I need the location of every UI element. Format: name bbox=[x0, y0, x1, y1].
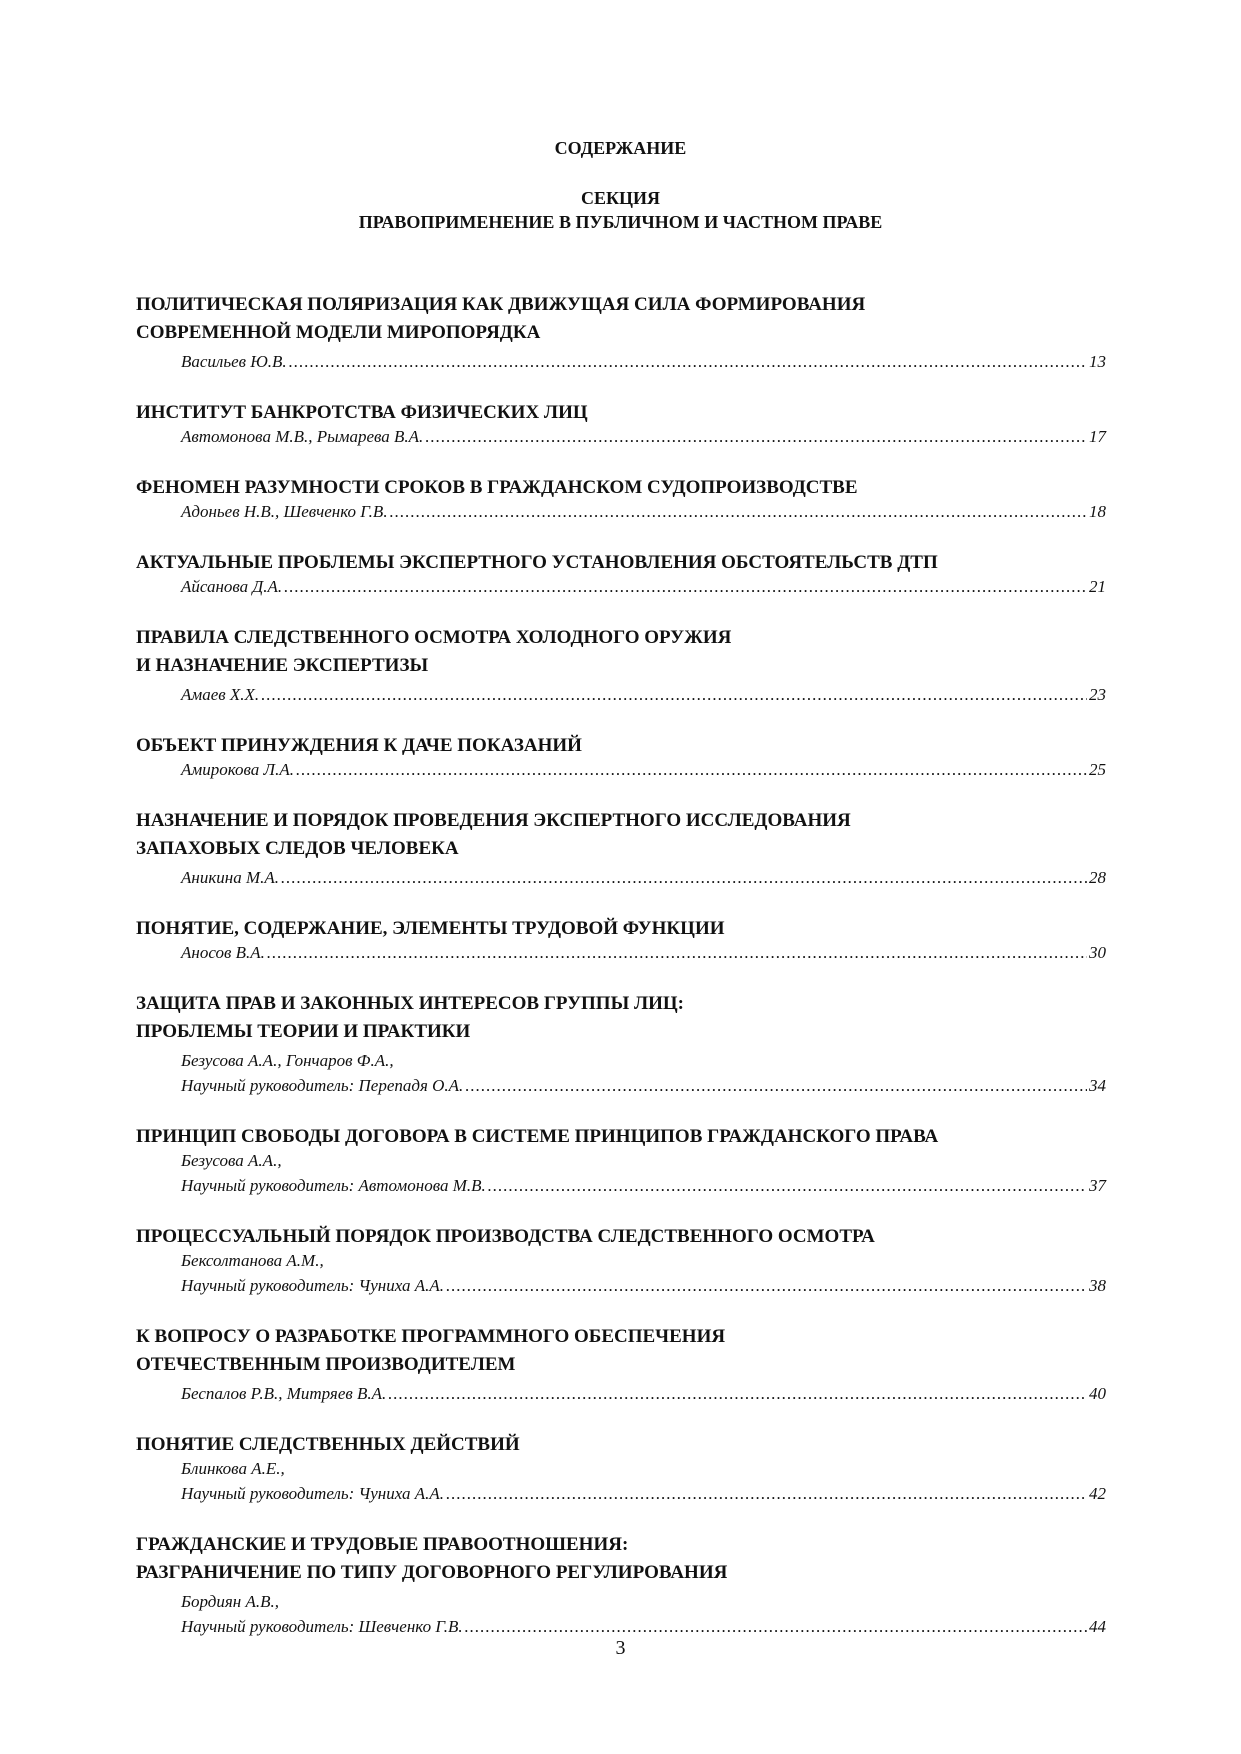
entry-page-number[interactable]: 18 bbox=[1089, 502, 1106, 521]
entry-author-text: Адоньев Н.В., Шевченко Г.В. bbox=[181, 502, 388, 521]
dot-leader bbox=[281, 865, 1087, 890]
toc-entry[interactable] bbox=[136, 1126, 1106, 1198]
dot-leader bbox=[284, 574, 1087, 599]
entry-page-number[interactable]: 21 bbox=[1089, 577, 1106, 596]
section-name: ПРАВОПРИМЕНЕНИЕ В ПУБЛИЧНОМ И ЧАСТНОМ ПРАВЕ bbox=[358, 212, 883, 232]
entry-author-text: Автомонова М.В., Рымарева В.А. bbox=[181, 427, 424, 446]
entry-title: ОБЪЕКТ ПРИНУЖДЕНИЯ К ДАЧЕ ПОКАЗАНИЙ bbox=[136, 735, 582, 756]
entry-author-text: Амаев Х.Х. bbox=[181, 685, 260, 704]
entry-author bbox=[136, 1048, 1106, 1073]
entry-author-text: Научный руководитель: Шевченко Г.В. bbox=[181, 1617, 463, 1636]
toc-entry[interactable] bbox=[136, 918, 1106, 965]
toc-entry[interactable] bbox=[136, 477, 1106, 524]
entry-title: АКТУАЛЬНЫЕ ПРОБЛЕМЫ ЭКСПЕРТНОГО УСТАНОВЛЕНИЯ ОБСТОЯТЕЛЬСТВ ДТП bbox=[136, 552, 938, 573]
entry-author-line bbox=[136, 1481, 1106, 1506]
entry-author-text: Научный руководитель: Чуниха А.А. bbox=[181, 1484, 445, 1503]
entry-page-number[interactable]: 17 bbox=[1089, 427, 1106, 446]
entry-author-line bbox=[136, 757, 1106, 782]
entry-page-number[interactable]: 44 bbox=[1089, 1617, 1106, 1636]
entry-title: ПРОЦЕССУАЛЬНЫЙ ПОРЯДОК ПРОИЗВОДСТВА СЛЕДСТВЕННОГО ОСМОТРА bbox=[136, 1226, 875, 1247]
entry-page-number[interactable]: 30 bbox=[1089, 943, 1106, 962]
entry-page-number[interactable]: 23 bbox=[1089, 685, 1106, 704]
toc-entry[interactable] bbox=[136, 402, 1106, 449]
entry-page-number[interactable]: 37 bbox=[1089, 1176, 1106, 1195]
entry-title: ЗАЩИТА ПРАВ И ЗАКОННЫХ ИНТЕРЕСОВ ГРУППЫ ЛИЦ: bbox=[136, 993, 685, 1014]
toc-entry[interactable] bbox=[136, 1226, 1106, 1298]
entry-title: ИНСТИТУТ БАНКРОТСТВА ФИЗИЧЕСКИХ ЛИЦ bbox=[136, 402, 588, 423]
entry-title: ПРОБЛЕМЫ ТЕОРИИ И ПРАКТИКИ bbox=[136, 1021, 471, 1042]
dot-leader bbox=[465, 1073, 1087, 1098]
entry-author-text: Бексолтанова А.М., bbox=[181, 1251, 324, 1270]
entry-author-text: Аникина М.А. bbox=[181, 868, 279, 887]
entry-title: ПОЛИТИЧЕСКАЯ ПОЛЯРИЗАЦИЯ КАК ДВИЖУЩАЯ СИЛА ФОРМИРОВАНИЯ bbox=[136, 294, 866, 315]
toc-entry[interactable] bbox=[136, 1326, 1106, 1406]
entry-author-line bbox=[136, 499, 1106, 524]
entry-title: ПОНЯТИЕ СЛЕДСТВЕННЫХ ДЕЙСТВИЙ bbox=[136, 1434, 520, 1455]
entry-title: НАЗНАЧЕНИЕ И ПОРЯДОК ПРОВЕДЕНИЯ ЭКСПЕРТНОГО ИССЛЕДОВАНИЯ bbox=[136, 810, 851, 831]
page-number: 3 bbox=[615, 1637, 626, 1659]
entry-author-text: Научный руководитель: Автомонова М.В. bbox=[181, 1176, 486, 1195]
toc-entry[interactable] bbox=[136, 810, 1106, 890]
entry-title: РАЗГРАНИЧЕНИЕ ПО ТИПУ ДОГОВОРНОГО РЕГУЛИРОВАНИЯ bbox=[136, 1562, 728, 1583]
entry-author-text: Беспалов Р.В., Митряев В.А. bbox=[181, 1384, 387, 1403]
entry-author-text: Айсанова Д.А. bbox=[181, 577, 283, 596]
toc-entry[interactable] bbox=[136, 735, 1106, 782]
entry-title: ОТЕЧЕСТВЕННЫМ ПРОИЗВОДИТЕЛЕМ bbox=[136, 1354, 516, 1375]
entry-author bbox=[136, 1456, 1106, 1481]
entry-author-line bbox=[136, 1381, 1106, 1406]
toc-entry[interactable] bbox=[136, 1434, 1106, 1506]
entry-page-number[interactable]: 34 bbox=[1089, 1076, 1106, 1095]
entry-author-line bbox=[136, 1273, 1106, 1298]
entry-title: ПОНЯТИЕ, СОДЕРЖАНИЕ, ЭЛЕМЕНТЫ ТРУДОВОЙ ФУНКЦИИ bbox=[136, 918, 725, 939]
entry-author-line bbox=[136, 940, 1106, 965]
entry-author-line bbox=[136, 574, 1106, 599]
toc-entry[interactable] bbox=[136, 1534, 1106, 1639]
toc-entry[interactable] bbox=[136, 627, 1106, 707]
entry-page-number[interactable]: 42 bbox=[1089, 1484, 1106, 1503]
entry-title: ФЕНОМЕН РАЗУМНОСТИ СРОКОВ В ГРАЖДАНСКОМ СУДОПРОИЗВОДСТВЕ bbox=[136, 477, 858, 498]
dot-leader bbox=[267, 940, 1087, 965]
entry-title: СОВРЕМЕННОЙ МОДЕЛИ МИРОПОРЯДКА bbox=[136, 322, 541, 343]
entry-author-text: Амирокова Л.А. bbox=[181, 760, 294, 779]
entry-page-number[interactable]: 38 bbox=[1089, 1276, 1106, 1295]
entry-author-line bbox=[136, 682, 1106, 707]
entry-author-text: Васильев Ю.В. bbox=[181, 352, 287, 371]
entry-author bbox=[136, 1589, 1106, 1614]
entry-title: ПРИНЦИП СВОБОДЫ ДОГОВОРА В СИСТЕМЕ ПРИНЦИПОВ ГРАЖДАНСКОГО ПРАВА bbox=[136, 1126, 939, 1147]
entry-author-text: Аносов В.А. bbox=[181, 943, 265, 962]
dot-leader bbox=[446, 1481, 1087, 1506]
dot-leader bbox=[446, 1273, 1087, 1298]
table-of-contents bbox=[136, 294, 1106, 1667]
toc-entry[interactable] bbox=[136, 552, 1106, 599]
entry-author-line bbox=[136, 1073, 1106, 1098]
entry-title: К ВОПРОСУ О РАЗРАБОТКЕ ПРОГРАММНОГО ОБЕСПЕЧЕНИЯ bbox=[136, 1326, 726, 1347]
toc-entry[interactable] bbox=[136, 294, 1106, 374]
section-label: СЕКЦИЯ bbox=[580, 188, 661, 208]
dot-leader bbox=[425, 424, 1087, 449]
entry-page-number[interactable]: 13 bbox=[1089, 352, 1106, 371]
entry-author-line bbox=[136, 349, 1106, 374]
entry-author-text: Безусова А.А., bbox=[181, 1151, 282, 1170]
entry-author-line bbox=[136, 1614, 1106, 1639]
dot-leader bbox=[296, 757, 1087, 782]
entry-author-line bbox=[136, 1173, 1106, 1198]
entry-title: ЗАПАХОВЫХ СЛЕДОВ ЧЕЛОВЕКА bbox=[136, 838, 459, 859]
dot-leader bbox=[388, 1381, 1087, 1406]
entry-title: И НАЗНАЧЕНИЕ ЭКСПЕРТИЗЫ bbox=[136, 655, 429, 676]
entry-author-line bbox=[136, 865, 1106, 890]
toc-title: СОДЕРЖАНИЕ bbox=[554, 138, 687, 158]
entry-author-text: Блинкова А.Е., bbox=[181, 1459, 285, 1478]
entry-page-number[interactable]: 40 bbox=[1089, 1384, 1106, 1403]
entry-author-text: Научный руководитель: Чуниха А.А. bbox=[181, 1276, 445, 1295]
entry-author-text: Научный руководитель: Перепадя О.А. bbox=[181, 1076, 464, 1095]
section-heading bbox=[0, 186, 1241, 234]
entry-page-number[interactable]: 28 bbox=[1089, 868, 1106, 887]
entry-author bbox=[136, 1148, 1106, 1173]
entry-page-number[interactable]: 25 bbox=[1089, 760, 1106, 779]
dot-leader bbox=[465, 1614, 1087, 1639]
toc-entry[interactable] bbox=[136, 993, 1106, 1098]
dot-leader bbox=[261, 682, 1087, 707]
dot-leader bbox=[390, 499, 1087, 524]
entry-title: ПРАВИЛА СЛЕДСТВЕННОГО ОСМОТРА ХОЛОДНОГО ОРУЖИЯ bbox=[136, 627, 732, 648]
entry-author-line bbox=[136, 424, 1106, 449]
dot-leader bbox=[488, 1173, 1087, 1198]
entry-author-text: Безусова А.А., Гончаров Ф.А., bbox=[181, 1051, 394, 1070]
dot-leader bbox=[289, 349, 1087, 374]
entry-author bbox=[136, 1248, 1106, 1273]
entry-author-text: Бордиян А.В., bbox=[181, 1592, 280, 1611]
entry-title: ГРАЖДАНСКИЕ И ТРУДОВЫЕ ПРАВООТНОШЕНИЯ: bbox=[136, 1534, 629, 1555]
